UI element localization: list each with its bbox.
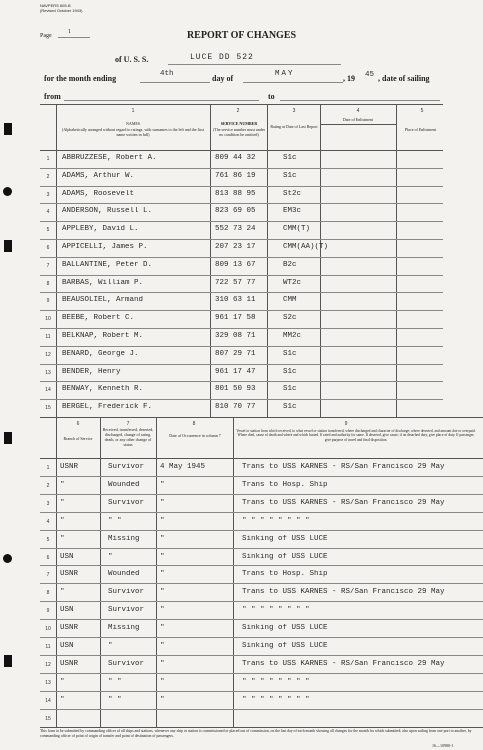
date-sailing-label: , date of sailing: [378, 74, 430, 83]
remarks: Sinking of USS LUCE: [242, 534, 328, 543]
status-change: " ": [108, 516, 122, 525]
col6-title: Branch of Service: [63, 436, 93, 441]
date-of-occurrence: ": [160, 570, 165, 579]
page-number: 1: [68, 29, 71, 35]
binder-punch-mark: [4, 240, 12, 252]
branch-of-service: USNR: [60, 659, 79, 668]
row-number: 13: [45, 679, 51, 686]
col-number-1: 1: [131, 108, 135, 114]
remarks: " " " " " " " ": [242, 695, 310, 704]
row-divider: [40, 691, 483, 692]
to-label: to: [268, 92, 275, 101]
date-of-occurrence: 4 May 1945: [160, 463, 206, 471]
row-number: 5: [46, 227, 50, 234]
row-number: 7: [46, 572, 50, 579]
footer-print-code: 16—10980-1: [432, 743, 454, 748]
date-of-occurrence: ": [160, 659, 165, 668]
row-number: 10: [45, 316, 51, 323]
date-of-occurrence: ": [160, 534, 165, 543]
month-ending-label: for the month ending: [44, 74, 117, 83]
branch-of-service: ": [60, 480, 65, 489]
remarks: Sinking of USS LUCE: [242, 642, 328, 650]
row-divider: [40, 655, 483, 656]
branch-of-service: ": [60, 695, 65, 704]
row-number: 9: [46, 298, 50, 305]
row-divider: [40, 292, 443, 293]
row-divider: [40, 601, 483, 602]
person-name: BALLANTINE, Peter D.: [62, 260, 153, 269]
remarks: Trans to USS KARNES - RS/San Francisco 29 May: [242, 588, 445, 597]
row-divider: [40, 328, 443, 329]
person-name: ANDERSON, Russell L.: [62, 207, 153, 216]
status-change: ": [108, 642, 113, 650]
row-number: 11: [45, 334, 51, 340]
person-name: ADAMS, Roosevelt: [62, 189, 135, 198]
row-number: 13: [45, 369, 51, 376]
row-divider: [40, 565, 483, 566]
from-label: from: [44, 92, 61, 101]
row-divider: [40, 381, 443, 382]
row-number: 5: [46, 536, 50, 543]
year-prefix: , 19: [343, 74, 355, 83]
remarks: " " " " " " " ": [242, 516, 310, 525]
col-number-6: 6: [76, 421, 80, 427]
col-number-4: 4: [356, 108, 360, 114]
row-divider: [40, 548, 483, 549]
branch-of-service: ": [60, 534, 65, 543]
row-number: 15: [45, 715, 51, 722]
service-number: 761 86 19: [215, 171, 256, 180]
rating: S2c: [283, 314, 297, 323]
date-of-occurrence: ": [160, 677, 165, 686]
remarks: Trans to Hosp. Ship: [242, 480, 328, 489]
page-label: Page: [40, 33, 52, 39]
row-divider: [40, 673, 483, 674]
row-number: 8: [46, 280, 50, 287]
col7-title: Received, transferred, deserted, discharged, change of rating, death, or any other change of status: [102, 427, 154, 447]
footer-instructions: This form to be submitted by commanding officer of all ships and stations, whenever any ship or station is commissioned or placed out of commission, on the last day of each month showing all changes for the month for which submitted; also upon sailing from one port to another, by commanding officer of point of origin of transfer and point of destination of passengers.: [40, 729, 472, 738]
status-change: ": [108, 552, 113, 561]
date-of-occurrence: ": [160, 498, 165, 507]
row-divider: [40, 476, 483, 477]
service-number: 823 69 05: [215, 207, 256, 216]
remarks: Sinking of USS LUCE: [242, 624, 328, 633]
binder-punch-mark: [4, 123, 12, 135]
rating: EM3c: [283, 207, 302, 216]
binder-punch-hole: [3, 554, 12, 563]
date-of-occurrence: ": [160, 516, 165, 525]
row-divider: [40, 186, 443, 187]
form-title: REPORT OF CHANGES: [186, 30, 297, 41]
person-name: ADAMS, Arthur W.: [62, 171, 135, 180]
rating: S1c: [283, 349, 297, 358]
service-number: 310 63 11: [215, 296, 256, 305]
remarks: Trans to USS KARNES - RS/San Francisco 29 May: [242, 659, 445, 668]
rating: WT2c: [283, 278, 302, 287]
row-divider: [40, 512, 483, 513]
month-value: MAY: [275, 70, 295, 78]
row-divider: [40, 310, 443, 311]
person-name: APPLEBY, David L.: [62, 225, 139, 234]
rating: S1c: [283, 154, 297, 162]
remarks: Sinking of USS LUCE: [242, 552, 328, 561]
service-number: 810 70 77: [215, 403, 256, 412]
service-number: 961 17 58: [215, 314, 256, 323]
branch-of-service: USNR: [60, 570, 79, 579]
col3-title: Rating at Date of Last Report: [270, 124, 318, 129]
branch-of-service: USN: [60, 642, 74, 650]
rating: St2c: [283, 189, 302, 198]
row-number: 12: [45, 661, 51, 668]
row-divider: [40, 619, 483, 620]
person-name: BENARD, George J.: [62, 349, 139, 358]
row-divider: [40, 221, 443, 222]
row-number: 14: [45, 697, 51, 704]
col-number-5: 5: [420, 108, 424, 114]
person-name: BEEBE, Robert C.: [62, 314, 135, 323]
service-number: 207 23 17: [215, 243, 256, 251]
row-number: 4: [46, 209, 50, 216]
status-change: Survivor: [108, 606, 145, 615]
row-number: 8: [46, 590, 50, 597]
day-value: 4th: [160, 70, 174, 78]
row-divider: [40, 364, 443, 365]
service-number: 809 13 67: [215, 260, 256, 269]
person-name: BENWAY, Kenneth R.: [62, 385, 144, 394]
form-code: NAVPERS 605-B: [40, 3, 71, 8]
row-divider: [40, 709, 483, 710]
row-divider: [40, 239, 443, 240]
row-number: 9: [46, 608, 50, 615]
rating: S1c: [283, 403, 297, 412]
rating: S1c: [283, 171, 297, 180]
row-divider: [40, 346, 443, 347]
col8-title: Date of Occurrence in column 7: [169, 433, 221, 438]
service-number: 813 88 95: [215, 189, 256, 198]
date-of-occurrence: ": [160, 606, 165, 615]
service-number: 961 17 47: [215, 367, 256, 376]
service-number: 809 44 32: [215, 154, 256, 162]
col1-note: (Alphabetically arranged without regard to ratings, with surnames to the left and the first name written in full): [62, 127, 204, 137]
service-number: 807 29 71: [215, 349, 256, 358]
status-change: " ": [108, 677, 122, 686]
col-number-9: 9: [344, 421, 348, 427]
of-uss-label: of U. S. S.: [115, 55, 149, 64]
binder-punch-mark: [4, 432, 12, 444]
status-change: " ": [108, 695, 122, 704]
date-of-occurrence: ": [160, 552, 165, 561]
status-change: Wounded: [108, 480, 140, 489]
date-of-occurrence: ": [160, 642, 165, 650]
row-divider: [40, 275, 443, 276]
row-number: 10: [45, 626, 51, 633]
date-of-occurrence: ": [160, 588, 165, 597]
col1-title: NAMES: [125, 121, 140, 126]
branch-of-service: USN: [60, 606, 74, 615]
person-name: BELKNAP, Robert M.: [62, 332, 144, 340]
row-divider: [40, 637, 483, 638]
rating: CMM(AA)(T): [283, 243, 329, 251]
row-divider: [40, 203, 443, 204]
status-change: Survivor: [108, 659, 145, 668]
remarks: Trans to Hosp. Ship: [242, 570, 328, 579]
col4-title: Date of Enlistment: [342, 117, 374, 122]
remarks: " " " " " " " ": [242, 606, 310, 615]
col-number-3: 3: [292, 108, 296, 114]
row-divider: [40, 494, 483, 495]
day-of-label: day of: [212, 74, 234, 83]
rating: CMM(T): [283, 225, 311, 234]
col9-title: Vessel or station from which received, to what vessel or station transferred, where discharged and character of discharge; where deserted, and amount due or overpaid. Where died, cause of death and where and which buried. If rated and authority for same. If deserted, give cause; if on detached duty, give place of duty. If passenger, give purpose of travel and final disposition.: [236, 429, 476, 442]
person-name: APPICELLI, James P.: [62, 243, 148, 251]
ship-name: LUCE DD 522: [190, 53, 254, 62]
row-number: 11: [45, 644, 51, 650]
status-change: Wounded: [108, 570, 140, 579]
row-number: 15: [45, 405, 51, 412]
row-number: 2: [46, 482, 50, 489]
col-number-7: 7: [126, 421, 130, 427]
person-name: BEAUSOLIEL, Armand: [62, 296, 144, 305]
row-divider: [40, 530, 483, 531]
person-name: BERGEL, Frederick F.: [62, 403, 153, 412]
year-value: 45: [365, 71, 375, 79]
service-number: 722 57 77: [215, 278, 256, 287]
branch-of-service: ": [60, 498, 65, 507]
row-divider: [40, 168, 443, 169]
rating: S1c: [283, 385, 297, 394]
branch-of-service: ": [60, 516, 65, 525]
row-number: 3: [46, 500, 50, 507]
remarks: Trans to USS KARNES - RS/San Francisco 29 May: [242, 463, 445, 471]
branch-of-service: ": [60, 677, 65, 686]
binder-punch-mark: [4, 655, 12, 667]
row-number: 14: [45, 387, 51, 394]
row-number: 3: [46, 191, 50, 198]
row-number: 1: [46, 465, 50, 471]
col5-title: Place of Enlistment: [404, 127, 437, 132]
date-of-occurrence: ": [160, 480, 165, 489]
branch-of-service: USN: [60, 552, 74, 561]
row-number: 7: [46, 262, 50, 269]
col-number-8: 8: [192, 421, 196, 427]
status-change: Missing: [108, 624, 140, 633]
service-number: 329 08 71: [215, 332, 256, 340]
remarks: " " " " " " " ": [242, 677, 310, 686]
row-number: 2: [46, 173, 50, 180]
row-divider: [40, 257, 443, 258]
status-change: Survivor: [108, 463, 145, 471]
col2-note: (The service number must under no condition be omitted): [213, 127, 265, 137]
branch-of-service: USNR: [60, 463, 79, 471]
binder-punch-hole: [3, 187, 12, 196]
rating: MM2c: [283, 332, 302, 340]
person-name: BARBAS, William P.: [62, 278, 144, 287]
row-number: 12: [45, 351, 51, 358]
form-revision: (Revised October 1943): [40, 8, 83, 13]
row-number: 6: [46, 554, 50, 561]
rating: S1c: [283, 367, 297, 376]
rating: B2c: [283, 260, 297, 269]
date-of-occurrence: ": [160, 624, 165, 633]
branch-of-service: ": [60, 588, 65, 597]
row-number: 4: [46, 518, 50, 525]
person-name: ABBRUZZESE, Robert A.: [62, 154, 157, 162]
row-divider: [40, 583, 483, 584]
status-change: Survivor: [108, 588, 145, 597]
date-of-occurrence: ": [160, 695, 165, 704]
rating: CMM: [283, 296, 297, 305]
branch-of-service: USNR: [60, 624, 79, 633]
row-number: 6: [46, 245, 50, 251]
status-change: Survivor: [108, 498, 145, 507]
person-name: BENDER, Henry: [62, 367, 121, 376]
service-number: 801 50 93: [215, 385, 256, 394]
remarks: Trans to USS KARNES - RS/San Francisco 29 May: [242, 498, 445, 507]
col-number-2: 2: [236, 108, 240, 114]
row-divider: [40, 399, 443, 400]
row-number: 1: [46, 156, 50, 162]
service-number: 552 73 24: [215, 225, 256, 234]
col2-title: SERVICE NUMBER: [220, 121, 258, 126]
status-change: Missing: [108, 534, 140, 543]
